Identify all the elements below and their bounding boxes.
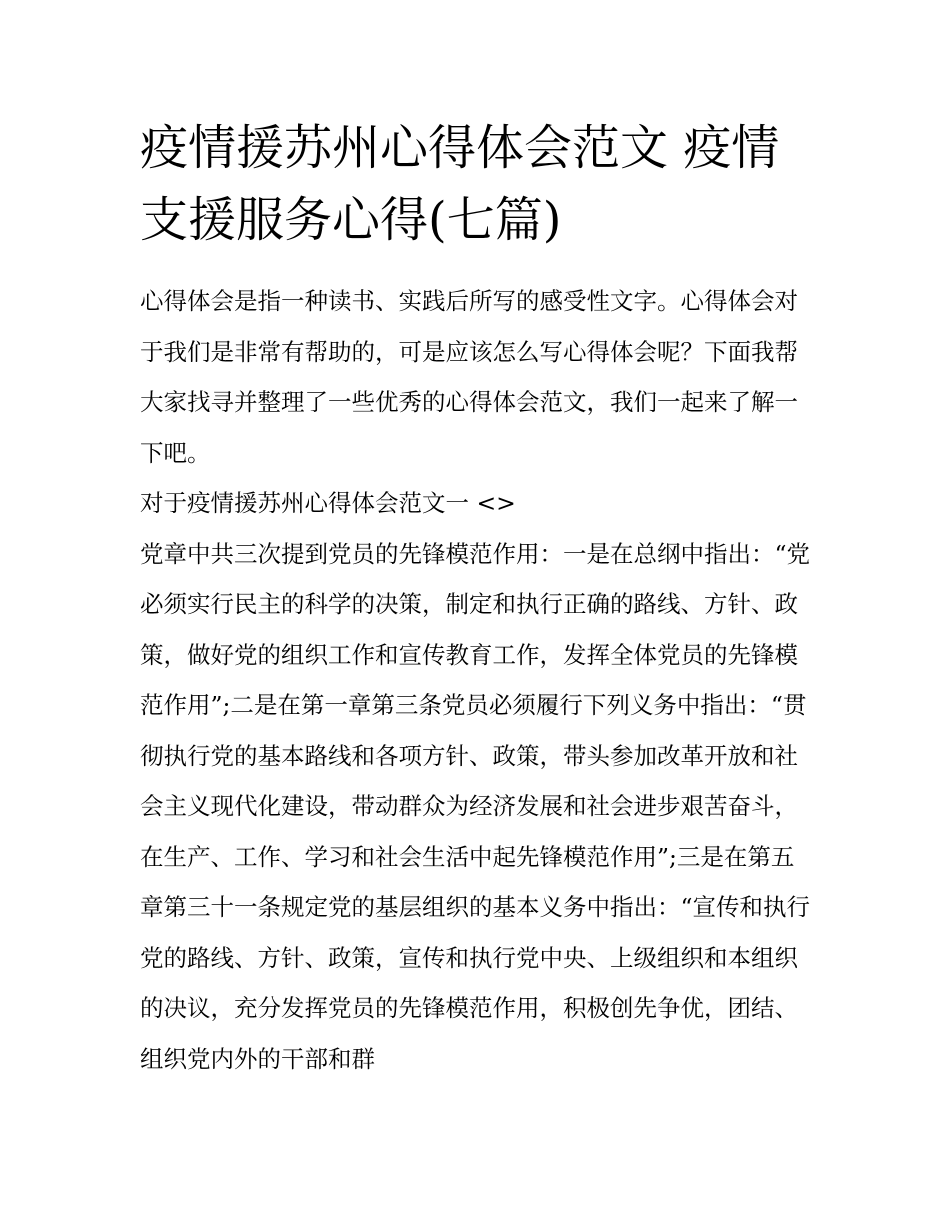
document-title: 疫情援苏州心得体会范文 疫情支援服务心得(七篇) [140,120,780,248]
body-paragraph: 党章中共三次提到党员的先锋模范作用：一是在总纲中指出：“党必须实行民主的科学的决策，制定和执行正确的路线、方针、政策，做好党的组织工作和宣传教育工作，发挥全体党员的先锋模范作用”;二是在第一章第三条党员必须履行下列义务中指出：“贯彻执行党的基本路线和各项方针、政策，带头参加改革开放和社会主义现代化建设，带动群众为经济发展和社会进步艰苦奋斗，在生产、工作、学习和社会生活中起先锋模范作用”;三是在第五章第三十一条规定党的基层组织的基本义务中指出：“宣传和执行党的路线、方针、政策，宣传和执行党中央、上级组织和本组织的决议，充分发挥党员的先锋模范作用，积极创先争优，团结、组织党内外的干部和群 [140,539,811,1073]
document-page [140,112,812,1084]
intro-paragraph: 心得体会是指一种读书、实践后所写的感受性文字。心得体会对于我们是非常有帮助的，可是应该怎么写心得体会呢？下面我帮大家找寻并整理了一些优秀的心得体会范文，我们一起来了解一下吧。 [140,287,798,467]
section-heading: 对于疫情援苏州心得体会范文一 <> [140,489,516,517]
